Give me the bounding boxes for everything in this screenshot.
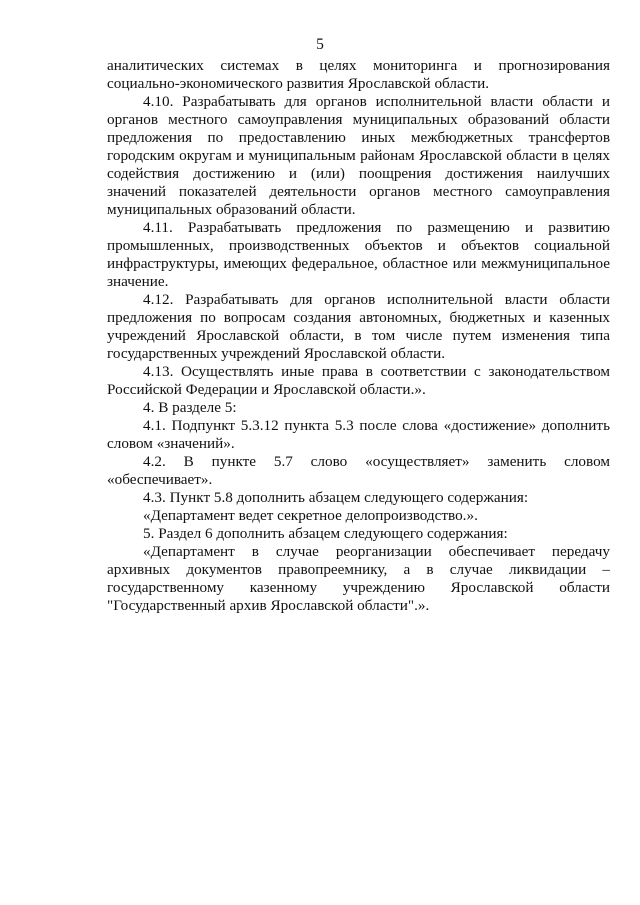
paragraph-4-13: 4.13. Осуществлять иные права в соответствии с законодательством Российской Федерации и Ярославской области.». (107, 363, 610, 398)
paragraph-4-3: 4.3. Пункт 5.8 дополнить абзацем следующего содержания: (143, 489, 529, 506)
paragraph-4-12: 4.12. Разрабатывать для органов исполнительной власти области предложения по вопросам создания автономных, бюджетных и казенных учреждений Ярославской области, в том числе путем изменения типа государственных учреждений Ярославской области. (107, 291, 610, 362)
paragraph-4-1: 4.1. Подпункт 5.3.12 пункта 5.3 после слова «достижение» дополнить словом «значений». (107, 417, 610, 452)
paragraph-quote-secret: «Департамент ведет секретное делопроизводство.». (143, 507, 478, 524)
paragraph-4: 4. В разделе 5: (143, 399, 237, 416)
paragraph-4-11: 4.11. Разрабатывать предложения по размещению и развитию промышленных, производственных объектов и объектов социальной инфраструктуры, имеющих федеральное, областное или межмуниципальное значение. (107, 219, 610, 290)
paragraph-5: 5. Раздел 6 дополнить абзацем следующего содержания: (143, 525, 508, 542)
paragraph-4-2: 4.2. В пункте 5.7 слово «осуществляет» заменить словом «обеспечивает». (107, 453, 610, 488)
document-body (107, 57, 610, 615)
paragraph-continuation: аналитических системах в целях мониторинга и прогнозирования социально-экономического развития Ярославской области. (107, 57, 610, 92)
paragraph-quote-archive: «Департамент в случае реорганизации обеспечивает передачу архивных документов правопреемнику, а в случае ликвидации – государственному казенному учреждению Ярославской области "Государственный архив Ярославской области".». (107, 543, 610, 614)
page-number: 5 (316, 36, 324, 53)
paragraph-4-10: 4.10. Разрабатывать для органов исполнительной власти области и органов местного самоуправления муниципальных образований области предложения по предоставлению иных межбюджетных трансфертов городским округам и муниципальным районам Ярославской области в целях содействия достижению и (или) поощрения достижения наилучших значений показателей деятельности органов местного самоуправления муниципальных образований области. (107, 93, 610, 218)
